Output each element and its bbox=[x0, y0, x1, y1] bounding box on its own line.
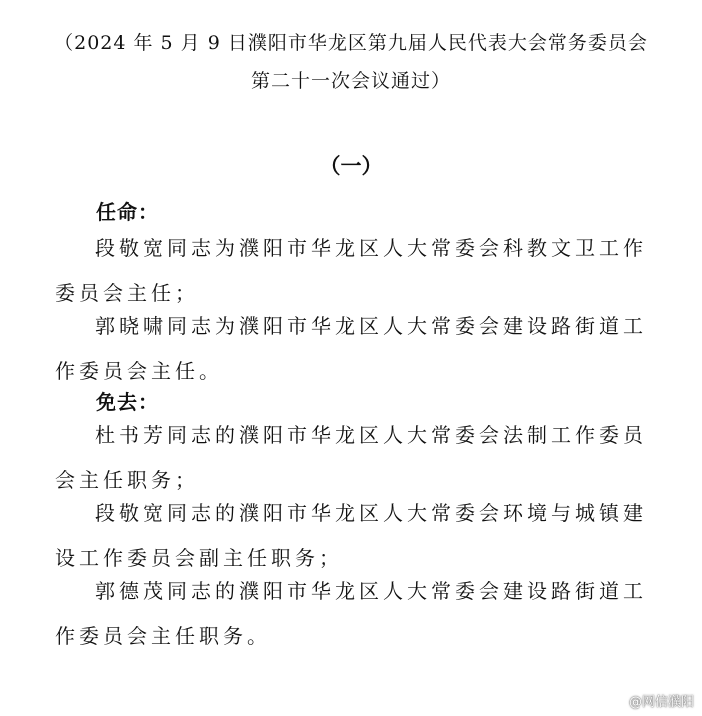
removal-item: 杜书芳同志的濮阳市华龙区人大常委会法制工作委员会主任职务； bbox=[55, 423, 647, 492]
appointment-item: 段敬宽同志为濮阳市华龙区人大常委会科教文卫工作委员会主任； bbox=[55, 236, 647, 305]
appointment-item: 郭晓啸同志为濮阳市华龙区人大常委会建设路街道工作委员会主任。 bbox=[55, 314, 647, 383]
removal-item: 段敬宽同志的濮阳市华龙区人大常委会环境与城镇建设工作委员会副主任职务； bbox=[55, 501, 647, 570]
section-number: （一） bbox=[319, 154, 383, 178]
weibo-icon bbox=[607, 694, 625, 708]
adoption-note-line-2: 第二十一次会议通过） bbox=[250, 70, 451, 92]
adoption-note-line-1: （2024 年 5 月 9 日濮阳市华龙区第九届人民代表大会常务委员会 bbox=[54, 32, 648, 54]
removal-item: 郭德茂同志的濮阳市华龙区人大常委会建设路街道工作委员会主任职务。 bbox=[55, 579, 647, 648]
removals-heading: 免去： bbox=[96, 390, 159, 414]
source-watermark bbox=[607, 691, 694, 710]
appointments-heading: 任命： bbox=[96, 200, 159, 224]
watermark-text: @网信濮阳 bbox=[628, 695, 694, 710]
